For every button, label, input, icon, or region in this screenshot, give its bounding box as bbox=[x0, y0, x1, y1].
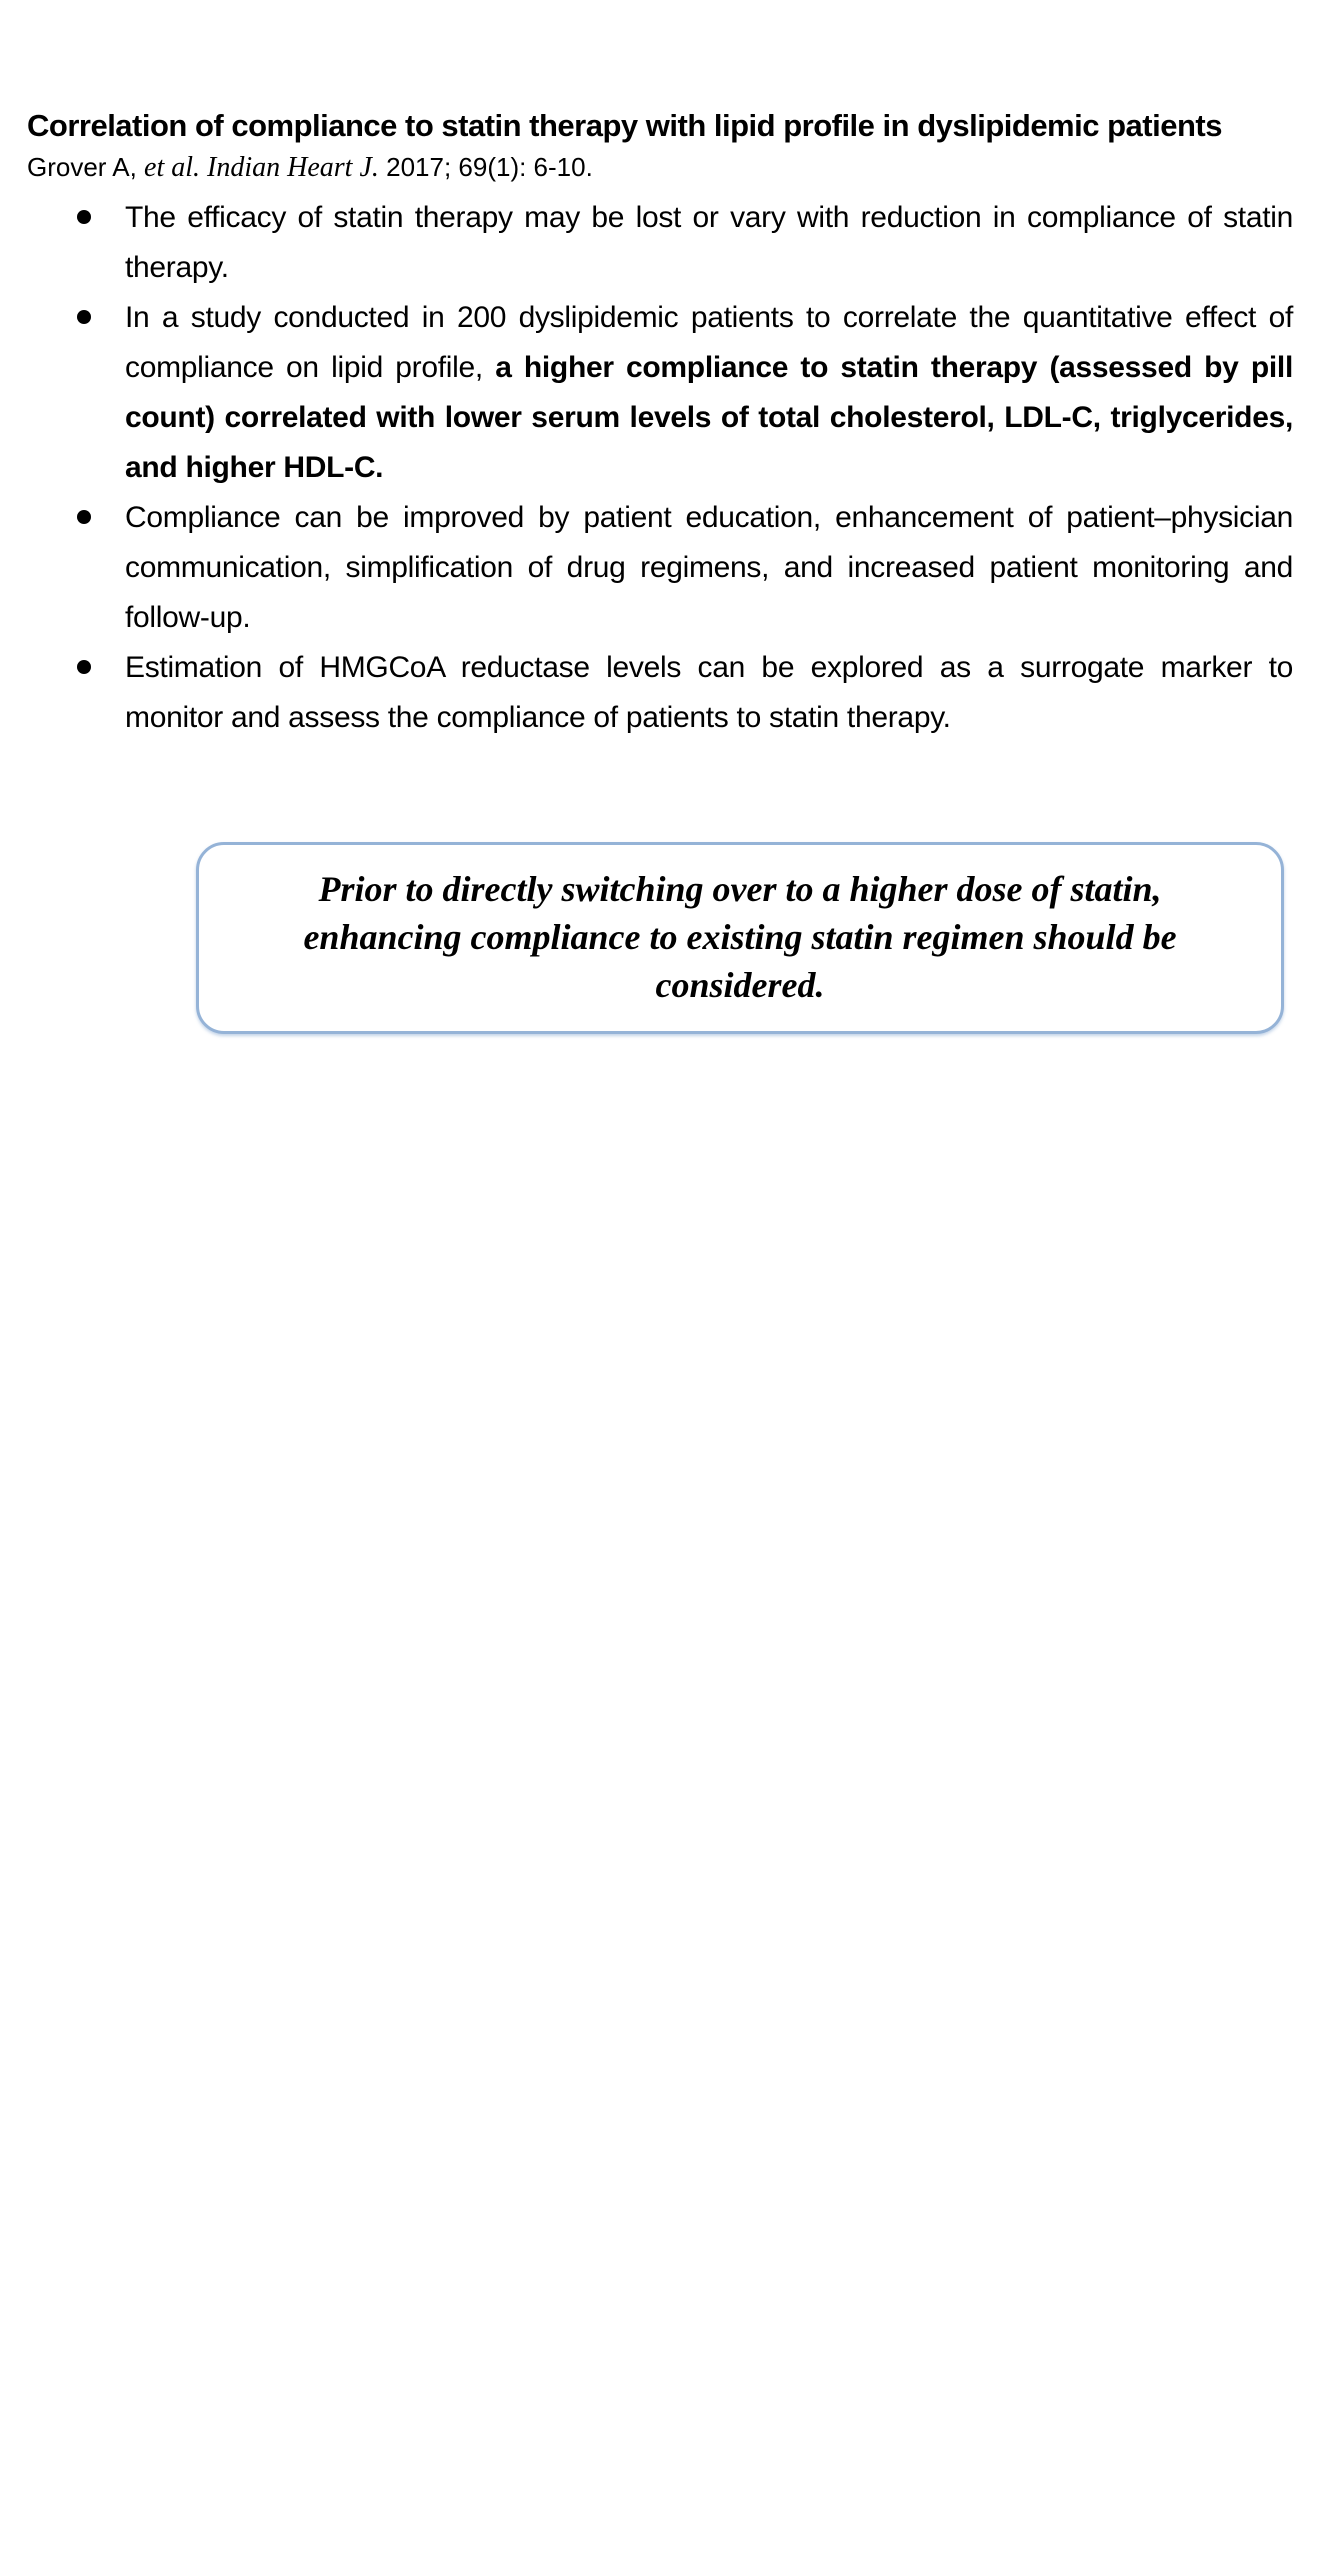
bullet-icon bbox=[77, 310, 91, 324]
citation-journal: et al. Indian Heart J. bbox=[144, 152, 379, 183]
bullet-icon bbox=[77, 660, 91, 674]
bullet-text: In a study conducted in 200 dyslipidemic patients to correlate the quantitative effect of compliance on lipid profile, bbox=[125, 301, 1293, 384]
citation bbox=[27, 150, 593, 185]
list-item bbox=[0, 643, 1293, 743]
list-item bbox=[0, 293, 1293, 493]
bullet-text: Compliance can be improved by patient education, enhancement of patient–physician communication, simplification of drug regimens, and increased patient monitoring and follow-up. bbox=[125, 501, 1293, 634]
bullet-text: The efficacy of statin therapy may be lost or vary with reduction in compliance of statin therapy. bbox=[125, 201, 1293, 284]
callout-text: Prior to directly switching over to a higher dose of statin, enhancing compliance to existing statin regimen should be considered. bbox=[303, 869, 1177, 1005]
callout-box bbox=[196, 842, 1284, 1034]
bullet-icon bbox=[77, 510, 91, 524]
citation-details: 2017; 69(1): 6-10. bbox=[378, 152, 593, 182]
bullet-list bbox=[0, 193, 1343, 743]
page-title: Correlation of compliance to statin therapy with lipid profile in dyslipidemic patients bbox=[27, 108, 1222, 143]
list-item bbox=[0, 193, 1293, 293]
bullet-bold-text: a higher compliance to statin therapy (assessed by pill count) correlated with lower serum levels of total cholesterol, LDL-C, triglycerides, and higher HDL-C. bbox=[125, 351, 1293, 484]
bullet-text: Estimation of HMGCoA reductase levels can be explored as a surrogate marker to monitor and assess the compliance of patients to statin therapy. bbox=[125, 651, 1293, 734]
citation-authors: Grover A, bbox=[27, 152, 145, 182]
list-item bbox=[0, 493, 1293, 643]
bullet-icon bbox=[77, 210, 91, 224]
